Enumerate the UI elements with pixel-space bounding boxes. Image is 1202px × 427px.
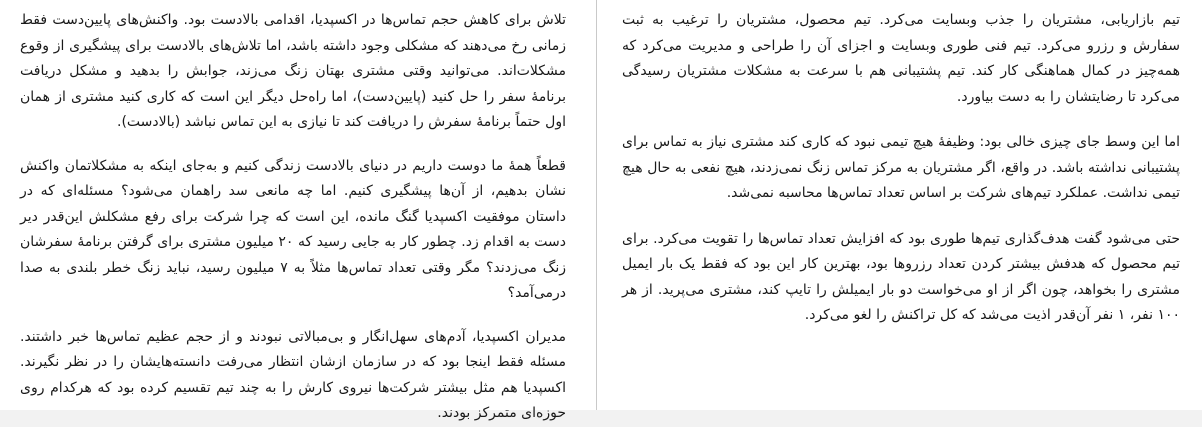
paragraph: مدیران اکسپدیا، آدم‌های سهل‌انگار و بی‌مبالاتی نبودند و از حجم عظیم تماس‌ها خبر داشتند. مسئله فقط اینجا بود که در سازمان ازشان انتظار می‌رفت دانسته‌هایشان را در نظر نگیرند. اکسپدیا هم مثل بیشتر شرکت‌ها نیروی کارش را به چند تیم تقسیم کرده بود که هرکدام روی حوزه‌ای متمرکز بودند.: [20, 328, 566, 421]
right-page: [597, 0, 1202, 410]
paragraph: تلاش برای کاهش حجم تماس‌ها در اکسپدیا، اقدامی بالادست بود. واکنش‌های پایین‌دست فقط زمانی رخ می‌دهند که مشکلی وجود داشته باشد، اما تلاش‌های بالادست برای پیشگیری از وقوع مشکلات‌اند. می‌توانید وقتی مشتری بهتان زنگ می‌زند، جوابش را بدهید و مشکل دریافت برنامهٔ سفر را حل کنید (پایین‌دست)، اما راه‌حل دیگر این است که کاری کنید مشتری از همان اول حتماً برنامهٔ سفرش را دریافت کند تا نیازی به این تماس نباشد (بالادست).: [20, 12, 566, 130]
paragraph: اما این وسط جای چیزی خالی بود: وظیفهٔ هیچ تیمی نبود که کاری کند مشتری نیاز به تماس برای پشتیبانی نداشته باشد. در واقع، اگر مشتریان به مرکز تماس زنگ نمی‌زدند، هیچ نفعی به حال هیچ تیمی نداشت. عملکرد تیم‌های شرکت بر اساس تعداد تماس‌ها محاسبه نمی‌شد.: [622, 134, 1180, 201]
paragraph: قطعاً همهٔ ما دوست داریم در دنیای بالادست زندگی کنیم و به‌جای اینکه به مشکلاتمان واکنش نشان بدهیم، از آن‌ها پیشگیری کنیم. اما چه مانعی سد راهمان می‌شود؟ مسئله‌ای که در داستان موفقیت اکسپدیا گنگ مانده، این است که چرا شرکت برای رفع مشکلش این‌قدر دیر دست به اقدام زد. چطور کار به جایی رسید که ۲۰ میلیون مشتری برای گرفتن برنامهٔ سفرشان زنگ می‌زدند؟ مگر وقتی تعداد تماس‌ها مثلاً به ۷ میلیون رسید، نباید زنگ خطر بلندی به صدا درمی‌آمد؟: [20, 157, 566, 301]
left-page: [0, 0, 596, 421]
paragraph: تیم بازاریابی، مشتریان را جذب وبسایت می‌کرد. تیم محصول، مشتریان را ترغیب به ثبت سفارش و رزرو می‌کرد. تیم فنی طوری وبسایت و اجزای آن را طراحی و مدیریت می‌کرد که همه‌چیز در کمال هماهنگی کار کند. تیم پشتیبانی هم با سرعت به مشکلات مشتریان رسیدگی می‌کرد تا رضایتشان را به دست بیاورد.: [622, 12, 1180, 105]
paragraph: حتی می‌شود گفت هدف‌گذاری تیم‌ها طوری بود که افزایش تعداد تماس‌ها را تقویت می‌کرد. برای تیم محصول که هدفش بیشتر کردن تعداد رزروها بود، بهترین کار این بود که فقط یک بار ایمیل مشتری را بخواهد، چون اگر از او می‌خواست دو بار ایمیلش را تایپ کند، مشتری می‌پرید. از هر ۱۰۰ نفر، ۱ نفر آن‌قدر اذیت می‌شد که کل تراکنش را لغو می‌کرد.: [622, 230, 1180, 323]
